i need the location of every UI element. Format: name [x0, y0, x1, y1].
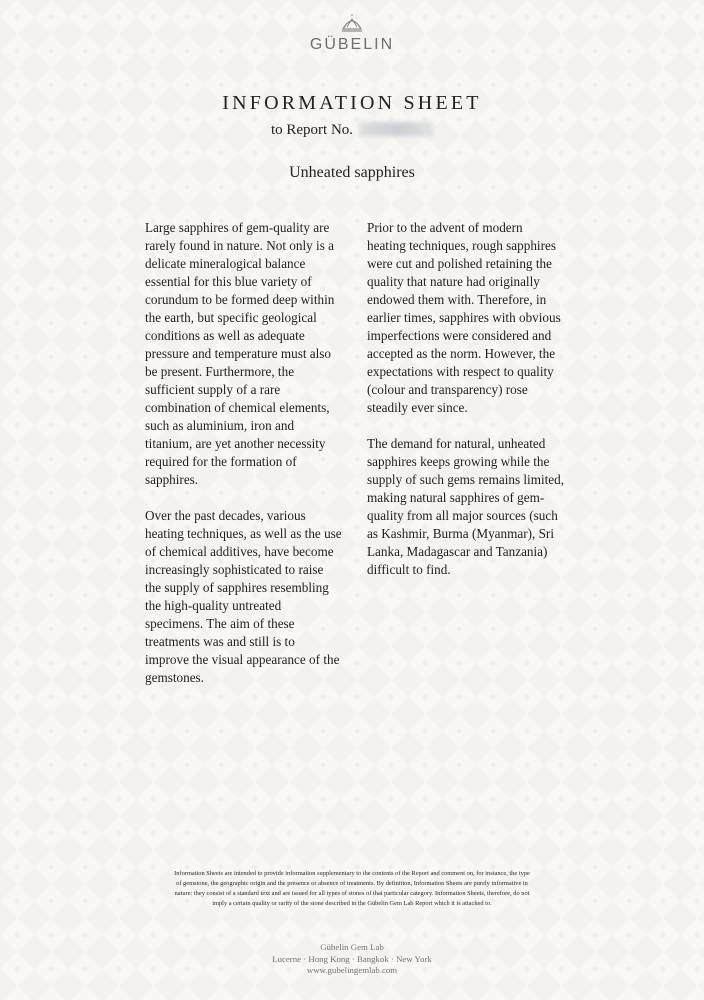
text-line: sapphires. [145, 472, 199, 487]
redacted-report-number [359, 122, 433, 136]
footer-lab-name: Gübelin Gem Lab [320, 942, 384, 952]
text-line: sapphires keeps growing while the [367, 454, 550, 469]
disclaimer-line: Information Sheets are intended to provide information supplementary to the contents of the Report and comment on, for instance, the type [174, 870, 530, 877]
footer-locations: Lucerne · Hong Kong · Bangkok · New York [272, 953, 432, 964]
text-line: titanium, are yet another necessity [145, 436, 326, 451]
text-line: pressure and temperature must also [145, 346, 332, 361]
paragraph [145, 507, 357, 687]
text-line: the supply of sapphires resembling [145, 580, 329, 595]
footer [0, 942, 704, 977]
disclaimer [0, 869, 704, 909]
text-line: supply of such gems remains limited, [367, 472, 565, 487]
text-line: improve the visual appearance of the [145, 652, 340, 667]
text-line: essential for this blue variety of [145, 274, 312, 289]
text-line: endowed them with. Therefore, in [367, 292, 547, 307]
text-line: be present. Furthermore, the [145, 364, 295, 379]
text-line: such as aluminium, iron and [145, 418, 295, 433]
paragraph [145, 219, 357, 489]
text-line: sufficient supply of a rare [145, 382, 281, 397]
right-column [367, 219, 571, 597]
page-heading: INFORMATION SHEET [222, 92, 482, 114]
gubelin-crest-icon [338, 10, 366, 36]
text-line: the high-quality untreated [145, 598, 282, 613]
report-prefix: to Report No. [270, 122, 354, 138]
text-line: imperfections were considered and [367, 328, 552, 343]
text-line: increasingly sophisticated to raise [145, 562, 324, 577]
text-line: quality from all major sources (such [367, 508, 558, 523]
text-line: making natural sapphires of gem- [367, 490, 545, 505]
text-line: delicate mineralogical balance [145, 256, 306, 271]
text-line: combination of chemical elements, [145, 400, 330, 415]
brand-name: GÜBELIN [309, 36, 395, 53]
text-line: gemstones. [145, 670, 204, 685]
disclaimer-line: imply a certain quality or rarity of the stone described in the Gübelin Gem Lab Report which it is attached to. [212, 900, 492, 907]
paragraph [367, 435, 571, 579]
text-line: rarely found in nature. Not only is a [145, 238, 334, 253]
text-line: Large sapphires of gem-quality are [145, 220, 330, 235]
report-reference [0, 122, 704, 139]
text-line: Over the past decades, various [145, 508, 306, 523]
text-line: treatments was and still is to [145, 634, 295, 649]
footer-website: www.gubelingemlab.com [306, 965, 398, 975]
disclaimer-line: nature: they consist of a standard text and are issued for all types of stones of that particular category. Information Sheets, therefore, do not [174, 890, 530, 897]
text-line: quality that nature had originally [367, 274, 540, 289]
disclaimer-line: of gemstone, the geographic origin and the presence or absence of treatments. By definition, Information Sheets are purely informative in [176, 880, 528, 887]
text-line: corundum to be formed deep within [145, 292, 335, 307]
text-line: were cut and polished retaining the [367, 256, 552, 271]
text-line: difficult to find. [367, 562, 451, 577]
text-line: Lanka, Madagascar and Tanzania) [367, 544, 548, 559]
text-line: (colour and transparency) rose [367, 382, 528, 397]
text-line: earlier times, sapphires with obvious [367, 310, 561, 325]
text-line: required for the formation of [145, 454, 297, 469]
text-line: conditions as well as adequate [145, 328, 305, 343]
text-line: The demand for natural, unheated [367, 436, 546, 451]
text-line: as Kashmir, Burma (Myanmar), Sri [367, 526, 554, 541]
text-line: heating techniques, rough sapphires [367, 238, 556, 253]
text-line: specimens. The aim of these [145, 616, 295, 631]
text-line: of chemical additives, have become [145, 544, 334, 559]
text-line: expectations with respect to quality [367, 364, 554, 379]
document-title: Unheated sapphires [289, 164, 415, 181]
text-line: accepted as the norm. However, the [367, 346, 556, 361]
text-line: Prior to the advent of modern [367, 220, 523, 235]
paragraph [367, 219, 571, 417]
text-line: the earth, but specific geological [145, 310, 317, 325]
text-line: steadily ever since. [367, 400, 468, 415]
text-line: heating techniques, as well as the use [145, 526, 342, 541]
left-column [145, 219, 357, 705]
